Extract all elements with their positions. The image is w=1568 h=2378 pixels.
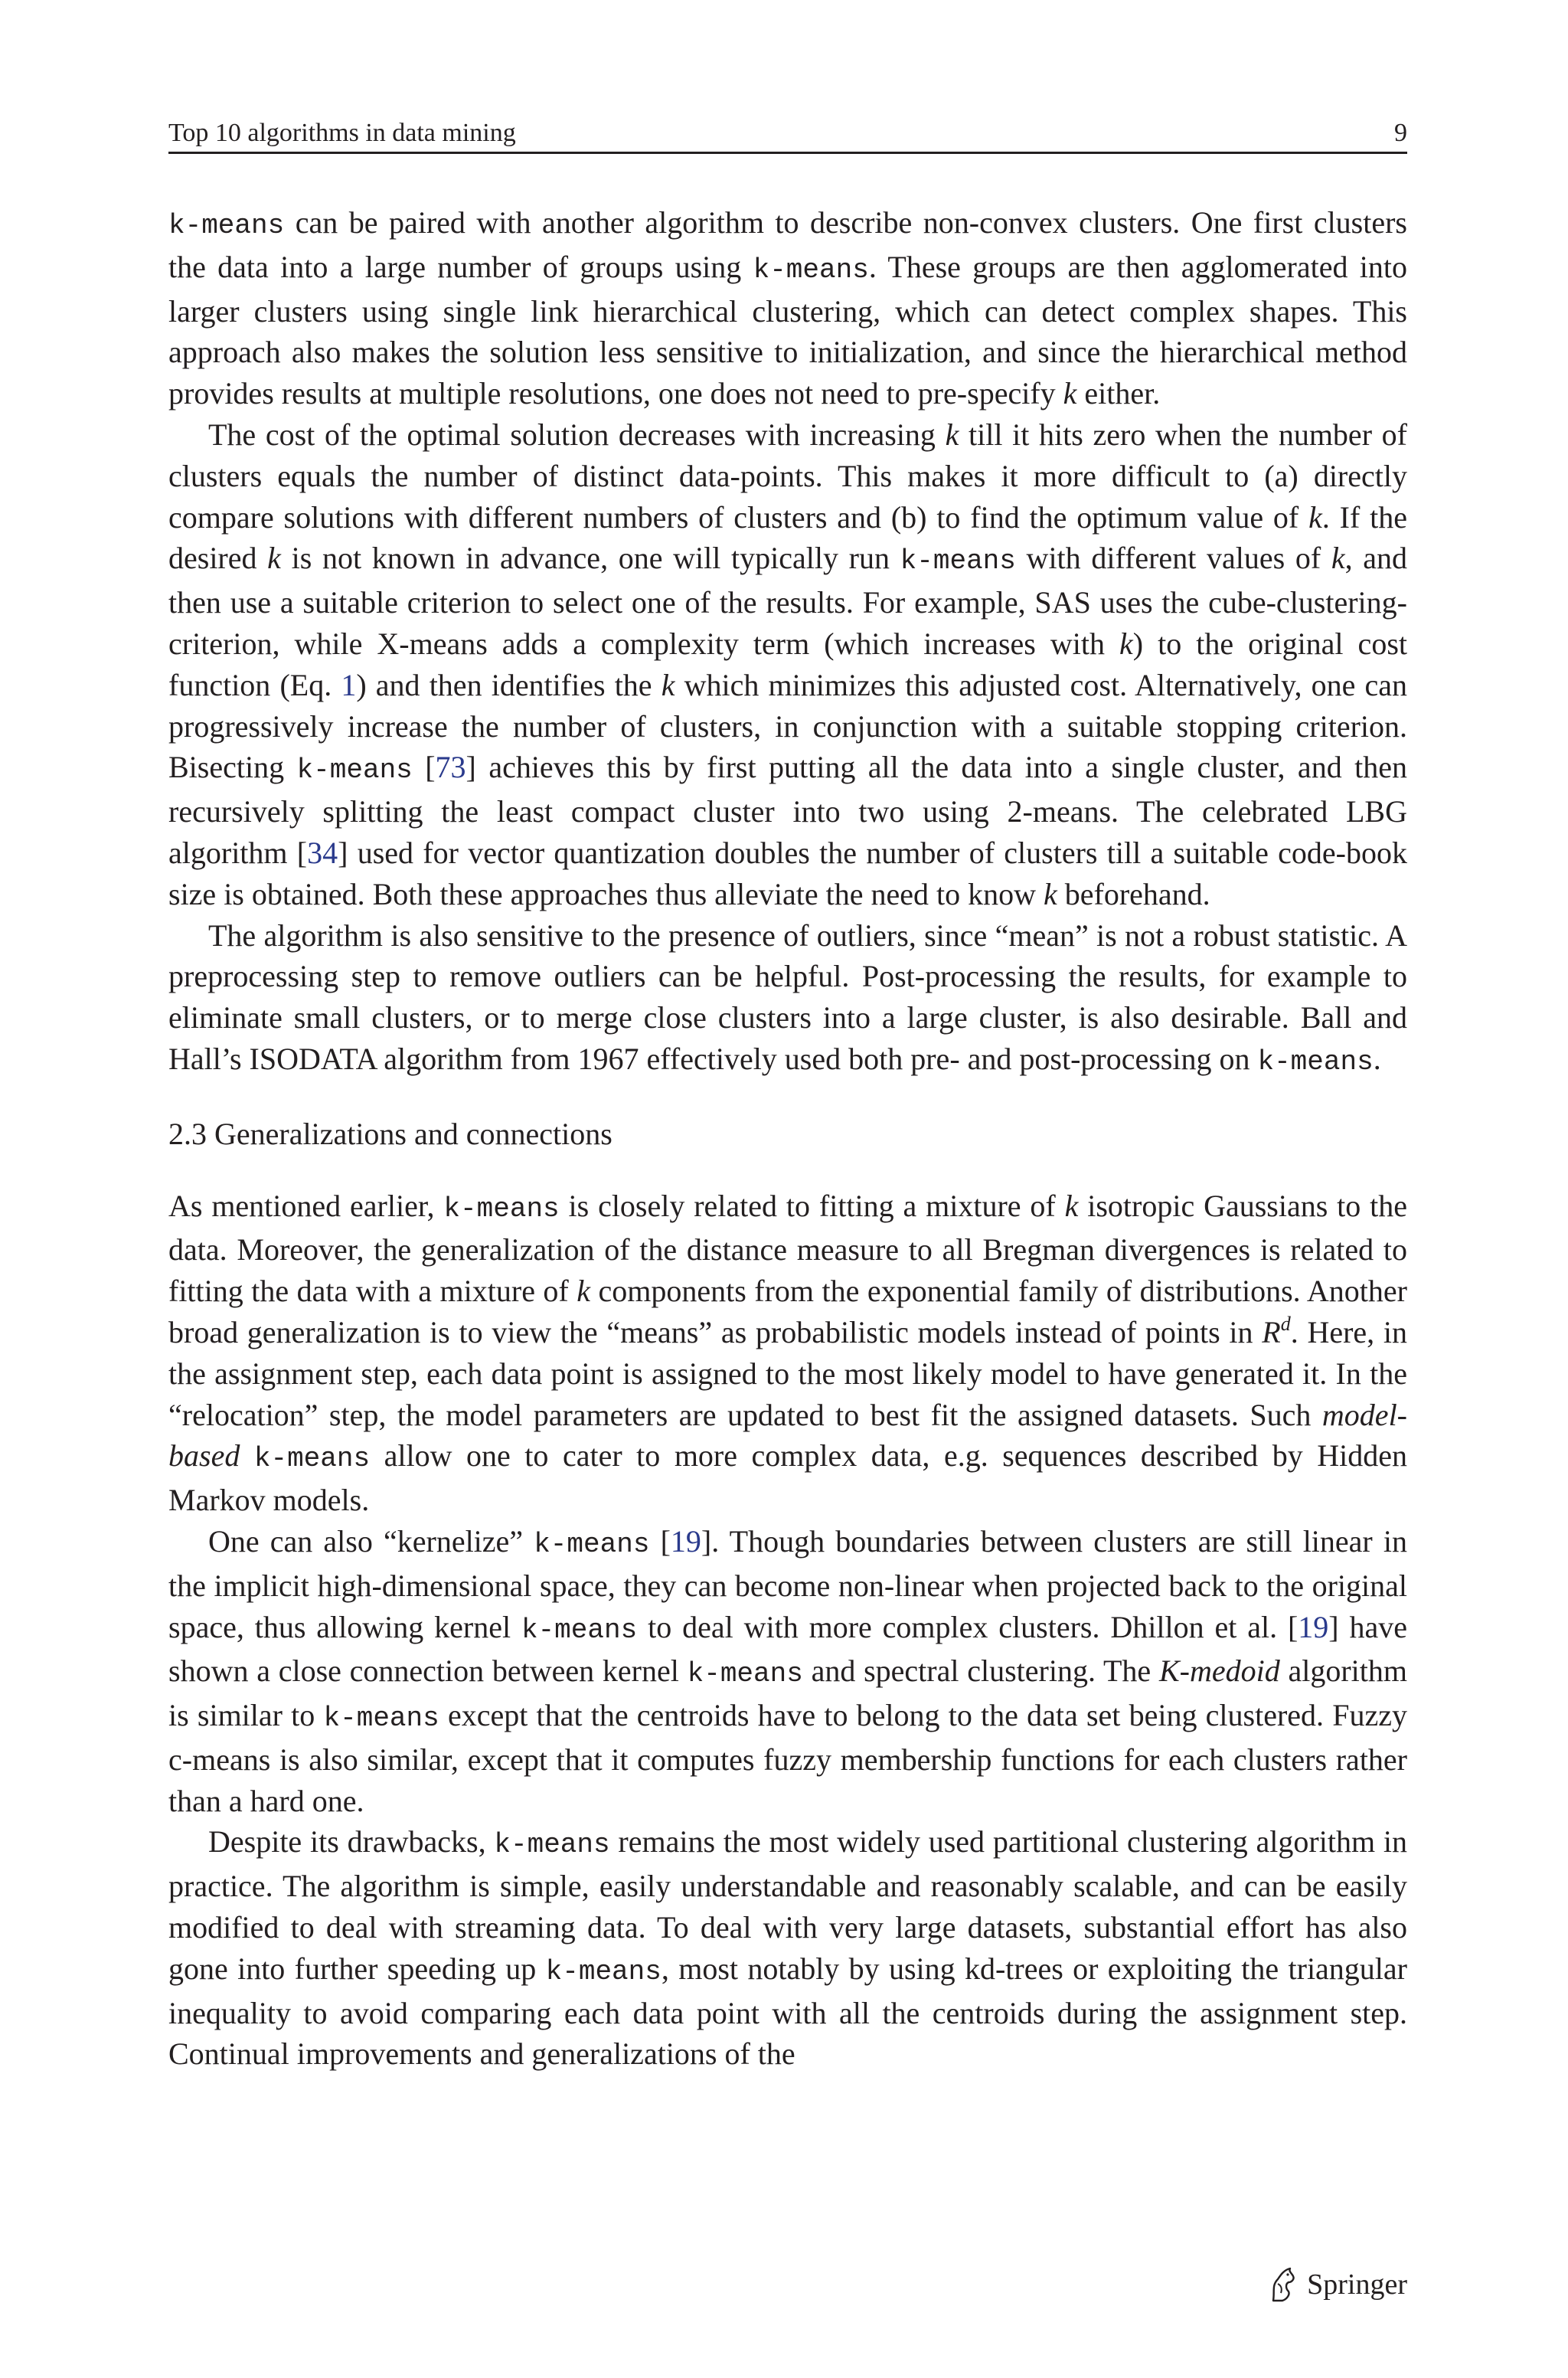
text-run: and spectral clustering. The — [802, 1653, 1159, 1689]
emphasis: model-based — [168, 1397, 1407, 1474]
code-term: k-means — [521, 1614, 638, 1646]
text-run: The algorithm is also sensitive to the presence of outliers, since “mean” is not a robust statistic. A preprocessing step to remove outliers can be helpful. Post-processing the results, for example to eliminate small clusters, or to merge close clusters into a large cluster, is also desirable. Ball and Hall’s ISODATA algorithm from 1967 effectively used both pre- and post-processing on — [168, 918, 1407, 1076]
text-run: . — [1373, 1041, 1381, 1076]
math-var: k — [1063, 376, 1077, 411]
code-term: k-means — [1257, 1045, 1374, 1078]
paragraph-2 — [168, 414, 1407, 915]
text-run: , most notably by using kd-trees or exploiting the triangular inequality to avoid comparing each data point with all the centroids during the assignment step. Continual improvements and generalizations of the — [168, 1951, 1407, 2072]
publisher-name: Springer — [1307, 2268, 1407, 2301]
code-term: k-means — [253, 1443, 371, 1475]
text-run: ] have shown a close connection between kernel — [168, 1609, 1407, 1689]
paragraph-1 — [168, 202, 1407, 414]
citation-link[interactable]: 73 — [435, 750, 466, 785]
code-term: k-means — [753, 254, 869, 286]
paragraph-6 — [168, 1821, 1407, 2075]
text-run: . These groups are then agglomerated into larger clusters using single link hierarchical clustering, which can detect complex shapes. This approach also makes the solution less sensitive to initialization, and since the hierarchical method provides results at multiple resolutions, one does not need to pre-specify — [168, 249, 1407, 411]
code-term: k-means — [900, 545, 1016, 577]
text-run: to deal with more complex clusters. Dhillon et al. [ — [637, 1609, 1298, 1644]
text-run: ) and then identifies the — [356, 667, 662, 702]
text-run: The cost of the optimal solution decreases with increasing — [208, 417, 946, 452]
text-run: One can also “kernelize” — [208, 1523, 534, 1559]
text-run: except that the centroids have to belong to the data set being clustered. Fuzzy c-means is also similar, except that it computes fuzzy membership functions for each clusters rather than a hard one. — [168, 1698, 1407, 1818]
text-run: with different values of — [1015, 541, 1331, 576]
code-term: k-means — [545, 1955, 662, 1987]
text-run: isotropic Gaussians to the data. Moreover, the generalization of the distance measure to all Bregman divergences is related to fitting the data with a mixture of — [168, 1188, 1407, 1309]
math-var: R — [1262, 1314, 1281, 1349]
publisher-footer — [1267, 2263, 1407, 2306]
text-run: components from the exponential family of distributions. Another broad generalization is to view the “means” as probabilistic models instead of points in — [168, 1274, 1407, 1349]
math-var: k — [1044, 876, 1057, 911]
emphasis: K-medoid — [1158, 1653, 1280, 1689]
text-run: . Here, in the assignment step, each data point is assigned to the most likely model to have generated it. In the “relocation” step, the model parameters are updated to best fit the assigned datasets. Such — [168, 1314, 1408, 1432]
springer-horse-icon — [1267, 2265, 1299, 2304]
text-run: ] achieves this by first putting all the data into a single cluster, and then recursively splitting the least compact cluster into two using 2-means. The celebrated LBG algorithm [ — [168, 750, 1407, 870]
text-run: ]. Though boundaries between clusters are still linear in the implicit high-dimensional space, they can become non-linear when projected back to the original space, thus allowing kernel — [168, 1523, 1407, 1644]
text-run: which minimizes this adjusted cost. Alternatively, one can progressively increase the number of clusters, in conjunction with a suitable stopping criterion. Bisecting — [168, 667, 1407, 785]
math-var: k — [1064, 1188, 1079, 1223]
text-run: [ — [412, 750, 436, 785]
equation-link[interactable]: 1 — [341, 667, 357, 702]
text-run: can be paired with another algorithm to describe non-convex clusters. One first clusters the data into a large number of groups using — [168, 205, 1407, 284]
text-run: algorithm is similar to — [168, 1653, 1407, 1733]
section-heading: 2.3 Generalizations and connections — [168, 1116, 612, 1151]
paragraph-3 — [168, 915, 1407, 1083]
citation-link[interactable]: 19 — [1298, 1609, 1329, 1644]
code-term: k-means — [296, 754, 413, 787]
text-run: As mentioned earlier, — [168, 1188, 444, 1223]
text-run: Despite its drawbacks, — [208, 1824, 495, 1860]
text-run: beforehand. — [1057, 876, 1210, 911]
math-var: k — [1308, 499, 1322, 535]
text-run: ] used for vector quantization doubles the number of clusters till a suitable code-book size is obtained. Both these approaches thus alleviate the need to know — [168, 835, 1407, 911]
paragraph-5 — [168, 1521, 1407, 1822]
math-var: k — [577, 1274, 590, 1309]
text-run: . If the desired — [168, 499, 1407, 576]
code-term: k-means — [687, 1658, 803, 1690]
code-term: k-means — [494, 1829, 610, 1861]
text-run: ) to the original cost function (Eq. — [168, 626, 1407, 702]
text-run: is closely related to fitting a mixture of — [559, 1188, 1065, 1223]
math-var: k — [945, 417, 959, 452]
text-run: allow one to cater to more complex data, e.g. sequences described by Hidden Markov models. — [168, 1438, 1407, 1518]
text-run — [240, 1438, 254, 1473]
citation-link[interactable]: 19 — [670, 1523, 701, 1559]
text-run: till it hits zero when the number of clusters equals the number of distinct data-points. This makes it more difficult to (a) directly compare solutions with different numbers of clusters and (b) to find the optimum value of — [168, 417, 1407, 535]
paragraph-4 — [168, 1186, 1407, 1521]
text-run: either. — [1076, 376, 1161, 411]
code-term: k-means — [323, 1703, 439, 1735]
citation-link[interactable]: 34 — [307, 835, 338, 870]
code-term: k-means — [534, 1528, 650, 1560]
article-body — [168, 202, 1407, 2075]
text-run: [ — [649, 1523, 671, 1559]
math-var: k — [267, 541, 281, 576]
running-header — [168, 115, 1407, 154]
code-term: k-means — [443, 1192, 560, 1225]
text-run: is not known in advance, one will typically run — [280, 541, 900, 576]
math-var: k — [1331, 541, 1345, 576]
text-run: remains the most widely used partitional clustering algorithm in practice. The algorithm is simple, easily understandable and reasonably scalable, and can be easily modified to deal with streaming data. To deal with very large datasets, substantial effort has also gone into further speeding up — [168, 1824, 1407, 1986]
running-title: Top 10 algorithms in data mining — [168, 119, 516, 147]
text-run: , and then use a suitable criterion to select one of the results. For example, SAS uses the cube-clustering-criterion, while X-means adds a complexity term (which increases with — [168, 541, 1407, 661]
math-var: k — [1119, 626, 1133, 661]
code-term: k-means — [168, 210, 285, 241]
page-number: 9 — [1394, 119, 1407, 147]
math-var: k — [661, 667, 675, 702]
math-superscript: d — [1280, 1312, 1291, 1335]
